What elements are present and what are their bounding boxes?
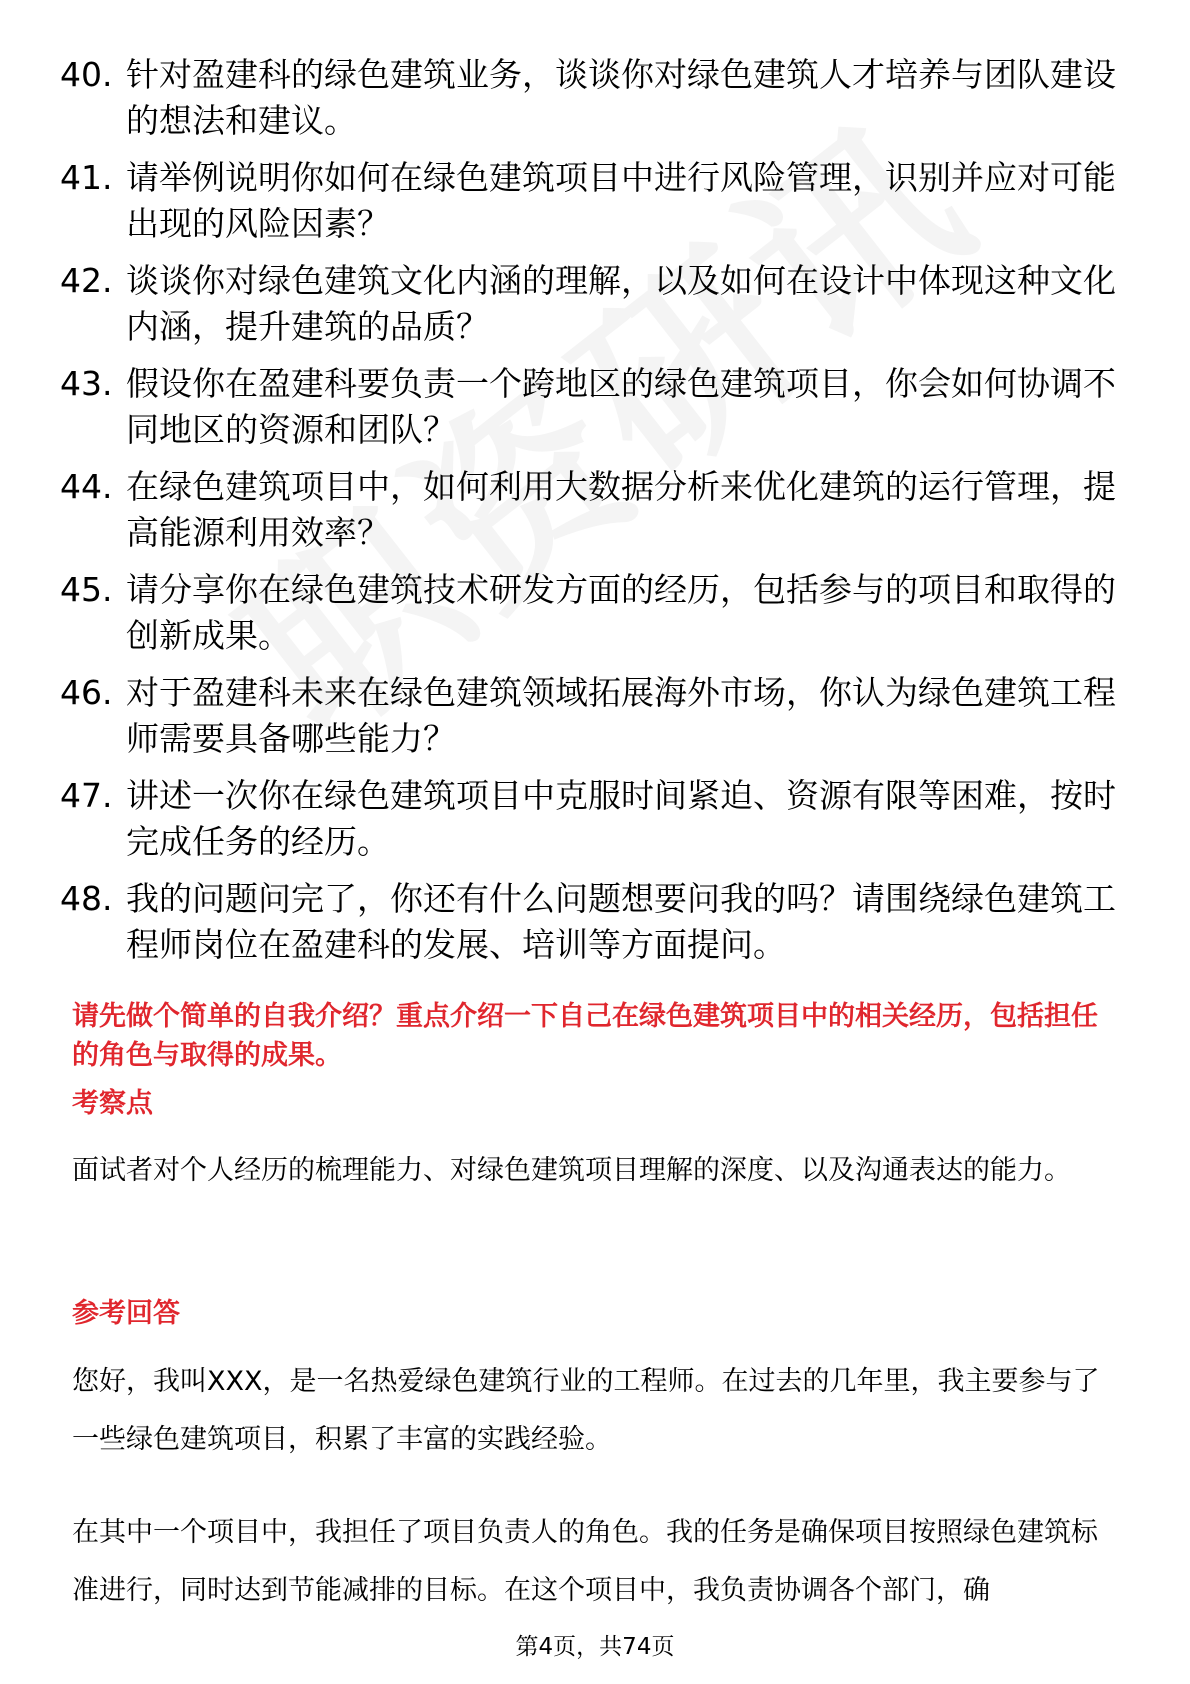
- page-footer: 第4页，共74页: [515, 1634, 675, 1660]
- question-number: 44.: [60, 467, 113, 506]
- highlight-question: 请先做个简单的自我介绍？重点介绍一下自己在绿色建筑项目中的相关经历，包括担任的角色与取得的成果。: [72, 1001, 1098, 1071]
- question-item: [60, 670, 1120, 762]
- reference-answer-label: 参考回答: [72, 1298, 180, 1329]
- question-text: 针对盈建科的绿色建筑业务，谈谈你对绿色建筑人才培养与团队建设的想法和建议。: [126, 55, 1116, 140]
- question-item: [60, 361, 1120, 453]
- question-item: [60, 567, 1120, 659]
- question-item: [60, 773, 1120, 865]
- question-text: 谈谈你对绿色建筑文化内涵的理解，以及如何在设计中体现这种文化内涵，提升建筑的品质？: [126, 261, 1116, 346]
- question-number: 45.: [60, 570, 113, 609]
- exam-point-text: 面试者对个人经历的梳理能力、对绿色建筑项目理解的深度、以及沟通表达的能力。: [72, 1155, 1071, 1186]
- question-item: [60, 155, 1120, 247]
- question-text: 讲述一次你在绿色建筑项目中克服时间紧迫、资源有限等困难，按时完成任务的经历。: [126, 776, 1116, 861]
- question-number: 42.: [60, 261, 113, 300]
- question-list: [60, 52, 1120, 979]
- question-number: 46.: [60, 673, 113, 712]
- question-text: 对于盈建科未来在绿色建筑领域拓展海外市场，你认为绿色建筑工程师需要具备哪些能力？: [126, 673, 1116, 758]
- question-item: [60, 258, 1120, 350]
- question-text: 我的问题问完了，你还有什么问题想要问我的吗？请围绕绿色建筑工程师岗位在盈建科的发展、培训等方面提问。: [126, 879, 1116, 964]
- question-text: 在绿色建筑项目中，如何利用大数据分析来优化建筑的运行管理，提高能源利用效率？: [126, 467, 1116, 552]
- question-text: 请举例说明你如何在绿色建筑项目中进行风险管理，识别并应对可能出现的风险因素？: [126, 158, 1116, 243]
- question-item: [60, 876, 1120, 968]
- answer-paragraph: 在其中一个项目中，我担任了项目负责人的角色。我的任务是确保项目按照绿色建筑标准进行，同时达到节能减排的目标。在这个项目中，我负责协调各个部门，确: [72, 1517, 1098, 1606]
- question-item: [60, 52, 1120, 144]
- question-text: 请分享你在绿色建筑技术研发方面的经历，包括参与的项目和取得的创新成果。: [126, 570, 1116, 655]
- exam-point-label: 考察点: [72, 1088, 153, 1119]
- question-number: 43.: [60, 364, 113, 403]
- answer-paragraph: 您好，我叫XXX，是一名热爱绿色建筑行业的工程师。在过去的几年里，我主要参与了一些绿色建筑项目，积累了丰富的实践经验。: [72, 1366, 1100, 1455]
- question-number: 40.: [60, 55, 113, 94]
- question-text: 假设你在盈建科要负责一个跨地区的绿色建筑项目，你会如何协调不同地区的资源和团队？: [126, 364, 1116, 449]
- question-number: 41.: [60, 158, 113, 197]
- question-number: 48.: [60, 879, 113, 918]
- question-item: [60, 464, 1120, 556]
- question-number: 47.: [60, 776, 113, 815]
